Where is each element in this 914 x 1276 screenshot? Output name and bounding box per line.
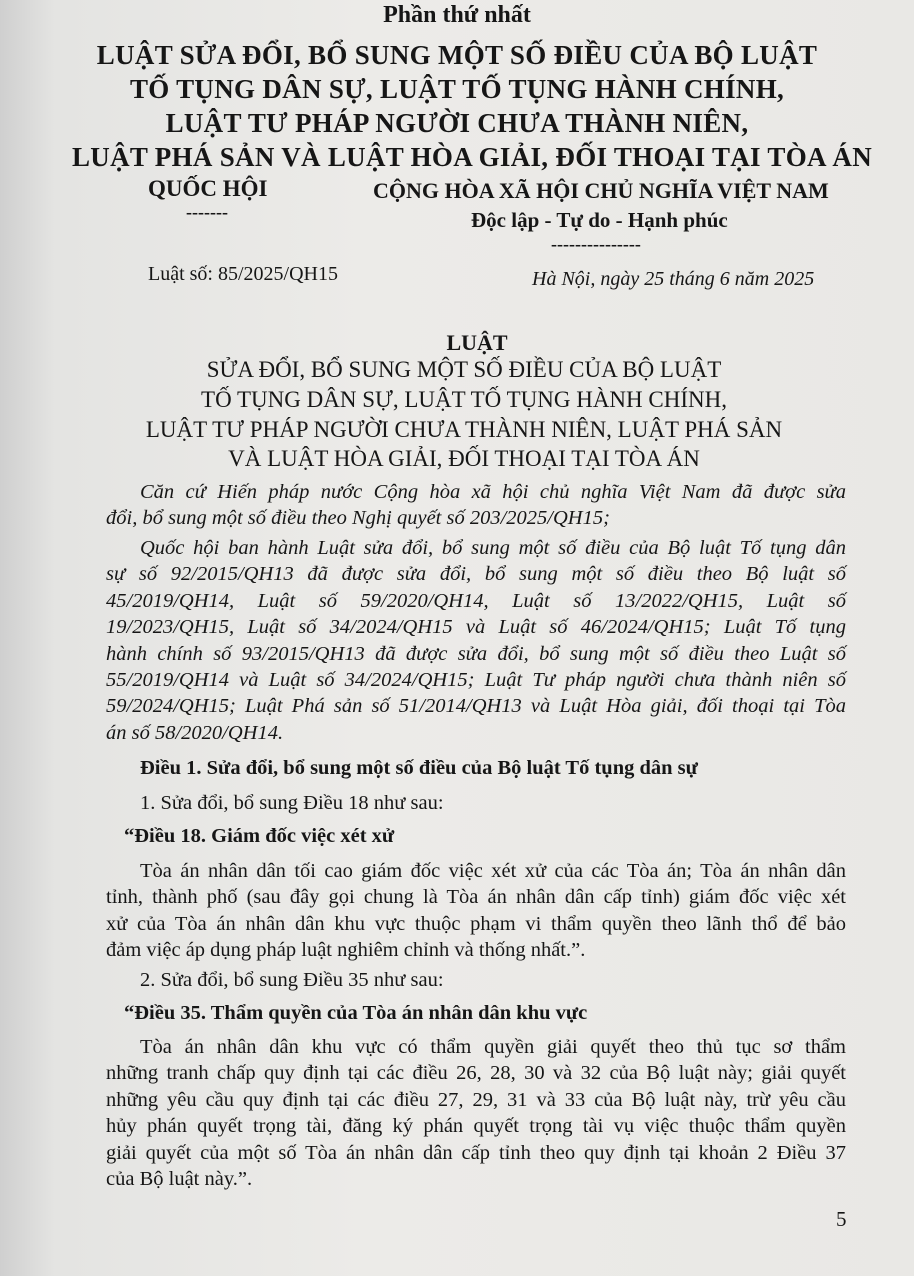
preamble-line: 19/2023/QH15, Luật số 34/2024/QH15 và Luật số 46/2024/QH15; Luật Tố tụng [106,616,846,638]
preamble-line: hành chính số 93/2015/QH13 đã được sửa đổi, bổ sung một số điều theo Luật số [106,643,846,665]
agency-name: QUỐC HỘI [148,176,268,201]
preamble-line: đổi, bổ sung một số điều theo Nghị quyết số 203/2025/QH15; [106,507,610,529]
item-1-intro: 1. Sửa đổi, bổ sung Điều 18 như sau: [140,792,444,814]
preamble-line: Quốc hội ban hành Luật sửa đổi, bổ sung một số điều của Bộ luật Tố tụng dân [140,537,846,559]
article-35-line: hủy phán quyết trọng tài, đăng ký phán quyết trọng tài vụ việc thuộc thẩm quyền [106,1115,846,1137]
article-18-title: “Điều 18. Giám đốc việc xét xử [124,825,395,847]
preamble-line: án số 58/2020/QH14. [106,722,284,744]
article-1-heading: Điều 1. Sửa đổi, bổ sung một số điều của Bộ luật Tố tụng dân sự [140,757,698,779]
doc-title-line-4: LUẬT PHÁ SẢN VÀ LUẬT HÒA GIẢI, ĐỐI THOẠI TẠI TÒA ÁN [72,142,872,172]
law-subtitle-line-4: VÀ LUẬT HÒA GIẢI, ĐỐI THOẠI TẠI TÒA ÁN [228,446,700,471]
preamble-line: 59/2024/QH15; Luật Phá sản số 51/2014/QH13 và Luật Hòa giải, đối thoại tại Tòa [106,695,846,717]
doc-title-line-2: TỐ TỤNG DÂN SỰ, LUẬT TỐ TỤNG HÀNH CHÍNH, [129,74,785,104]
part-heading: Phần thứ nhất [383,2,531,28]
article-35-line: của Bộ luật này.”. [106,1168,253,1190]
article-18-line: đảm việc áp dụng pháp luật nghiêm chỉnh và thống nhất.”. [106,939,586,961]
law-subtitle-line-2: TỐ TỤNG DÂN SỰ, LUẬT TỐ TỤNG HÀNH CHÍNH, [201,387,727,412]
article-35-line: giải quyết của một số Tòa án nhân dân cấp tỉnh theo quy định tại khoản 2 Điều 37 [106,1142,846,1164]
place-date: Hà Nội, ngày 25 tháng 6 năm 2025 [532,268,815,290]
law-heading: LUẬT [446,330,508,355]
country-name: CỘNG HÒA XÃ HỘI CHỦ NGHĨA VIỆT NAM [373,178,829,203]
motto: Độc lập - Tự do - Hạnh phúc [471,208,728,232]
preamble-line: sự số 92/2015/QH13 đã được sửa đổi, bổ sung một số điều theo Bộ luật số [106,563,846,585]
article-35-line: Tòa án nhân dân khu vực có thẩm quyền giải quyết theo thủ tục sơ thẩm [140,1036,846,1058]
article-35-title: “Điều 35. Thẩm quyền của Tòa án nhân dân khu vực [124,1002,588,1024]
article-18-line: xử của Tòa án nhân dân khu vực thuộc phạm vi thẩm quyền theo lãnh thổ để bảo [106,913,846,935]
doc-title-line-1: LUẬT SỬA ĐỔI, BỔ SUNG MỘT SỐ ĐIỀU CỦA BỘ LUẬT [96,40,818,70]
preamble-line: 45/2019/QH14, Luật số 59/2020/QH14, Luật số 13/2022/QH15, Luật số [106,590,846,612]
preamble-line: Căn cứ Hiến pháp nước Cộng hòa xã hội chủ nghĩa Việt Nam đã được sửa [140,481,846,503]
motto-rule: --------------- [551,234,641,254]
law-subtitle-line-3: LUẬT TƯ PHÁP NGƯỜI CHƯA THÀNH NIÊN, LUẬT PHÁ SẢN [145,417,783,442]
law-number: Luật số: 85/2025/QH15 [148,263,338,285]
page-number: 5 [836,1207,847,1231]
law-subtitle-line-1: SỬA ĐỔI, BỔ SUNG MỘT SỐ ĐIỀU CỦA BỘ LUẬT [206,357,722,382]
article-18-line: tỉnh, thành phố (sau đây gọi chung là Tòa án nhân dân cấp tỉnh) giám đốc việc xét [106,886,846,908]
preamble-line: 55/2019/QH14 và Luật số 34/2024/QH15; Luật Tư pháp người chưa thành niên số [106,669,846,691]
article-35-line: những yêu cầu quy định tại các điều 27, 29, 31 và 33 của Bộ luật này, trừ yêu cầu [106,1089,846,1111]
doc-title-line-3: LUẬT TƯ PHÁP NGƯỜI CHƯA THÀNH NIÊN, [165,108,749,138]
article-18-line: Tòa án nhân dân tối cao giám đốc việc xét xử của các Tòa án; Tòa án nhân dân [140,860,846,882]
item-2-intro: 2. Sửa đổi, bổ sung Điều 35 như sau: [140,969,444,991]
article-35-line: những tranh chấp quy định tại các điều 26, 28, 30 và 32 của Bộ luật này; giải quyết [106,1062,846,1084]
agency-rule: ------- [186,202,228,222]
